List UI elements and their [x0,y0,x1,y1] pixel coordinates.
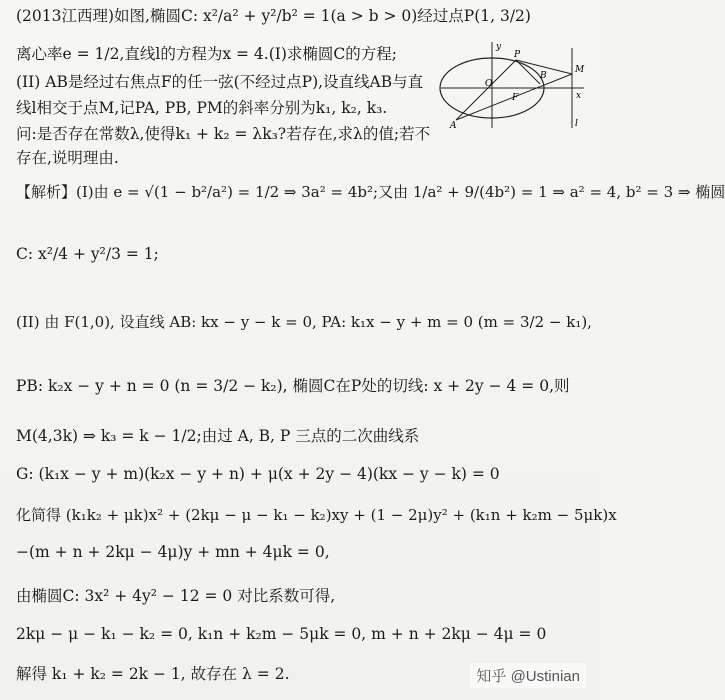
solution-line-9: 由椭圆C: 3x² + 4y² − 12 = 0 对比系数可得, [16,587,336,605]
solution-line-7: 化简得 (k₁k₂ + μk)x² + (2kμ − μ − k₁ − k₂)xy + (1 − 2μ)y² + (k₁n + k₂m − 5μk)x [16,506,617,524]
ellipse-figure [436,40,586,130]
label-m: M [575,65,585,75]
solution-line-11: 解得 k₁ + k₂ = 2k − 1, 故存在 λ = 2. [16,665,290,683]
problem-line-1: (2013江西理)如图,椭圆C: x²/a² + y²/b² = 1(a > b > 0)经过点P(1, 3/2) [16,7,531,25]
solution-line-5: M(4,3k) ⇒ k₃ = k − 1/2;由过 A, B, P 三点的二次曲线系 [16,427,420,445]
label-x: x [576,91,582,101]
problem-line-4: 线l相交于点M,记PA, PB, PM的斜率分别为k₁, k₂, k₃. [16,99,388,117]
label-p: P [514,50,521,60]
solution-line-1: 【解析】(I)由 e = √(1 − b²/a²) = 1/2 ⇒ 3a² = 4b²;又由 1/a² + 9/(4b²) = 1 ⇒ a² = 4, b² = 3 ⇒ 椭圆 [16,183,725,201]
solution-line-2: C: x²/4 + y²/3 = 1; [16,245,159,263]
problem-line-2: 离心率e = 1/2,直线l的方程为x = 4.(I)求椭圆C的方程; [16,45,398,63]
solution-line-10: 2kμ − μ − k₁ − k₂ = 0, k₁n + k₂m − 5μk = 0, m + n + 2kμ − 4μ = 0 [16,625,547,643]
label-f: F [512,93,519,103]
segment-pa [456,60,516,120]
solution-line-3: (II) 由 F(1,0), 设直线 AB: kx − y − k = 0, PA: k₁x − y + m = 0 (m = 3/2 − k₁), [16,313,592,331]
watermark: 知乎 @Ustinian [470,663,586,688]
solution-line-6: G: (k₁x − y + m)(k₂x − y + n) + μ(x + 2y − 4)(kx − y − k) = 0 [16,465,500,483]
problem-line-6: 存在,说明理由. [16,149,119,167]
label-a: A [450,121,457,131]
label-b: B [540,71,547,81]
problem-line-5: 问:是否存在常数λ,使得k₁ + k₂ = λk₃?若存在,求λ的值;若不 [16,125,431,143]
problem-line-3: (II) AB是经过右焦点F的任一弦(不经过点P),设直线AB与直 [16,73,424,91]
solution-line-8: −(m + n + 2kμ − 4μ)y + mn + 4μk = 0, [16,543,330,561]
ellipse-diagram [436,40,586,130]
solution-line-4: PB: k₂x − y + n = 0 (n = 3/2 − k₂), 椭圆C在P处的切线: x + 2y − 4 = 0,则 [16,377,570,395]
label-l: l [575,119,578,129]
label-y: y [496,42,502,52]
label-o: O [485,79,493,89]
